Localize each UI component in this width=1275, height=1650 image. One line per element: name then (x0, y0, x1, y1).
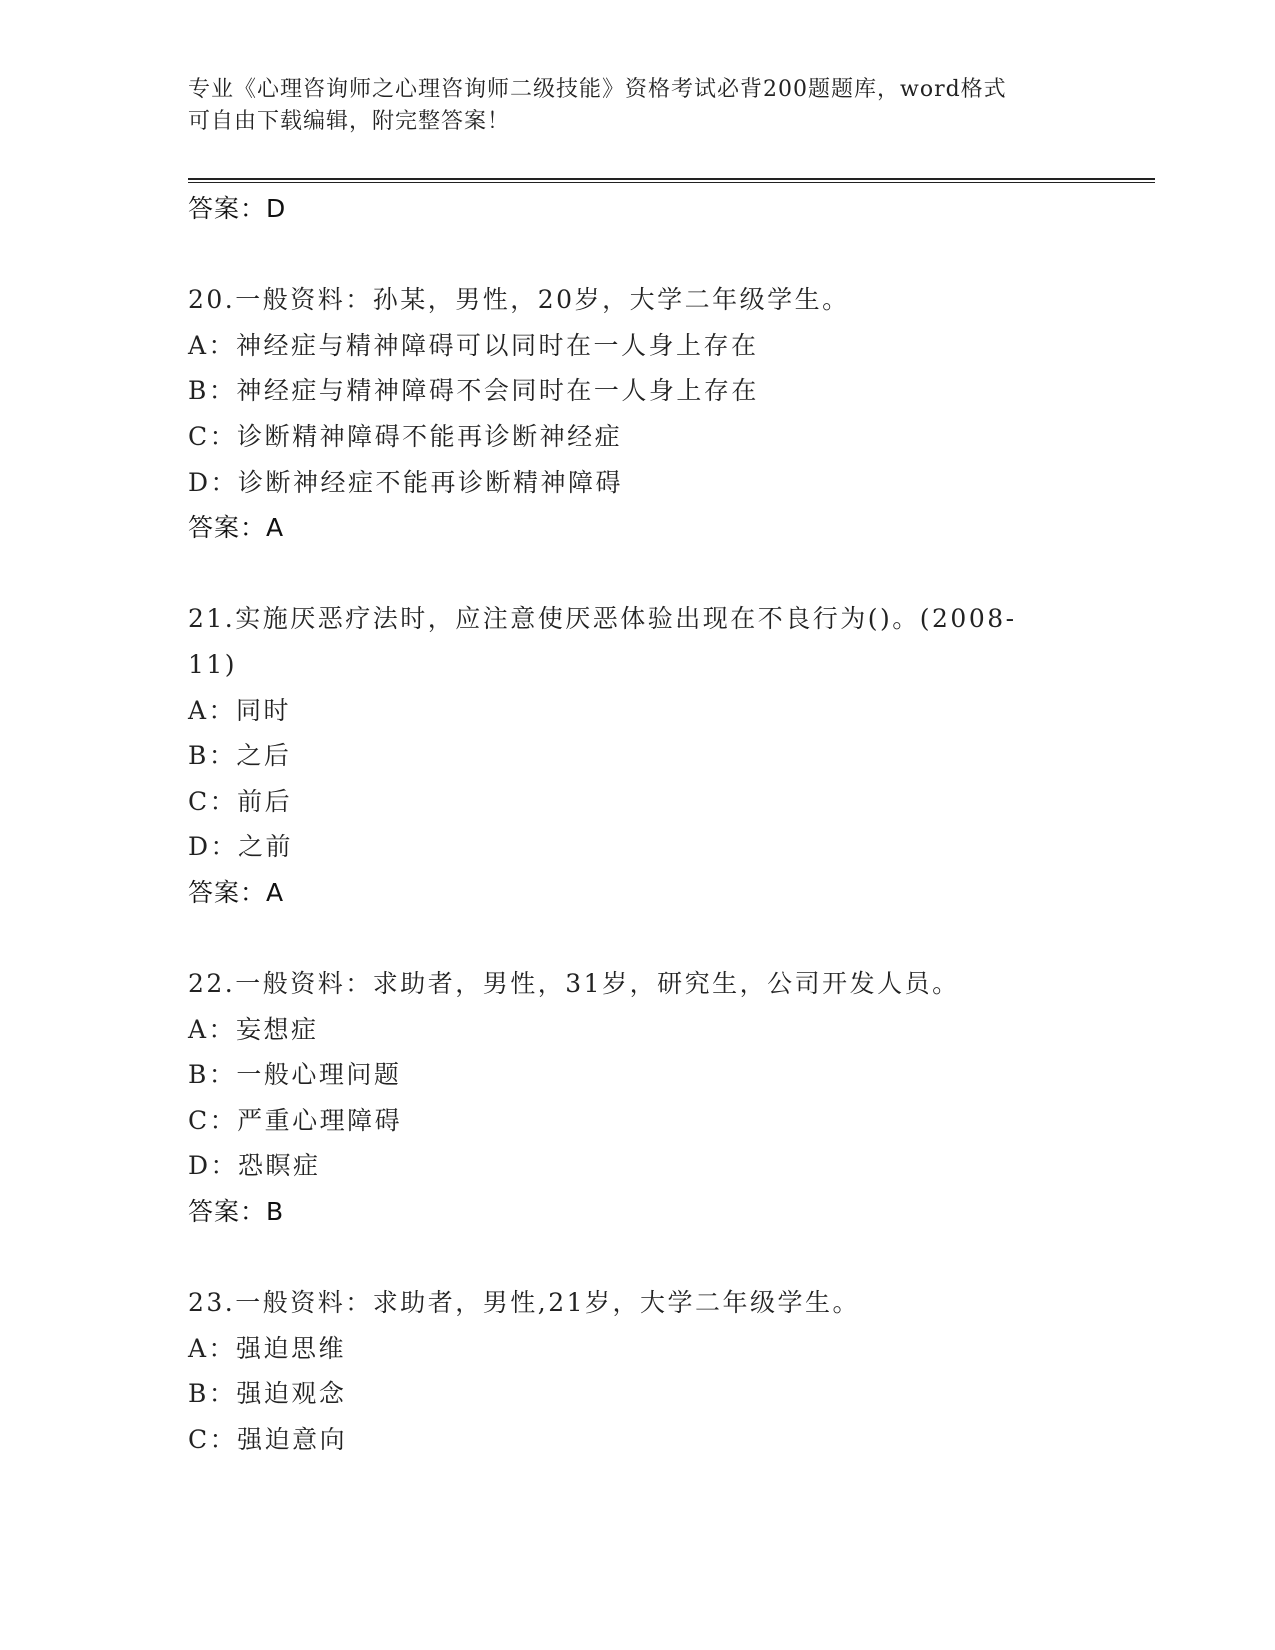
option-a: A：同时 (188, 695, 292, 725)
question-title: 23.一般资料：求助者，男性,21岁，大学二年级学生。 (188, 1288, 861, 1318)
spacer (188, 551, 1068, 597)
header-divider (188, 178, 1155, 183)
spacer (188, 232, 1068, 278)
option-c: C：前后 (188, 786, 293, 816)
document-header (188, 74, 1088, 138)
answer: 答案：A (188, 513, 285, 543)
question-title: 22.一般资料：求助者，男性，31岁，研究生，公司开发人员。 (188, 969, 960, 999)
option-b: B：一般心理问题 (188, 1060, 402, 1090)
option-d: D：恐瞑症 (188, 1151, 321, 1181)
question-22 (188, 961, 1068, 1235)
option-b: B：强迫观念 (188, 1379, 347, 1409)
option-c: C：严重心理障碍 (188, 1105, 403, 1135)
option-d: D：诊断神经症不能再诊断精神障碍 (188, 467, 624, 497)
answer: 答案：A (188, 877, 285, 907)
question-title-line-2: 11) (188, 649, 238, 679)
question-21 (188, 596, 1068, 915)
question-list (188, 186, 1068, 1463)
option-a: A：妄想症 (188, 1014, 319, 1044)
option-a: A：神经症与精神障碍可以同时在一人身上存在 (188, 330, 759, 360)
spacer (188, 916, 1068, 962)
header-line-1: 专业《心理咨询师之心理咨询师二级技能》资格考试必背200题题库，word格式 (188, 77, 1007, 102)
spacer (188, 1235, 1068, 1281)
answer-prev-question: 答案：D (188, 194, 287, 223)
question-title-line-1: 21.实施厌恶疗法时，应注意使厌恶体验出现在不良行为()。(2008- (188, 604, 1017, 634)
option-c: C：诊断精神障碍不能再诊断神经症 (188, 421, 623, 451)
question-title: 20.一般资料：孙某，男性，20岁，大学二年级学生。 (188, 285, 850, 315)
question-23 (188, 1280, 1068, 1462)
option-b: B：神经症与精神障碍不会同时在一人身上存在 (188, 376, 759, 406)
answer: 答案：B (188, 1197, 285, 1227)
header-line-2: 可自由下载编辑，附完整答案！ (188, 109, 511, 134)
question-20 (188, 277, 1068, 551)
option-c: C：强迫意向 (188, 1425, 348, 1455)
option-d: D：之前 (188, 832, 294, 862)
option-a: A：强迫思维 (188, 1333, 347, 1363)
option-b: B：之后 (188, 741, 292, 771)
